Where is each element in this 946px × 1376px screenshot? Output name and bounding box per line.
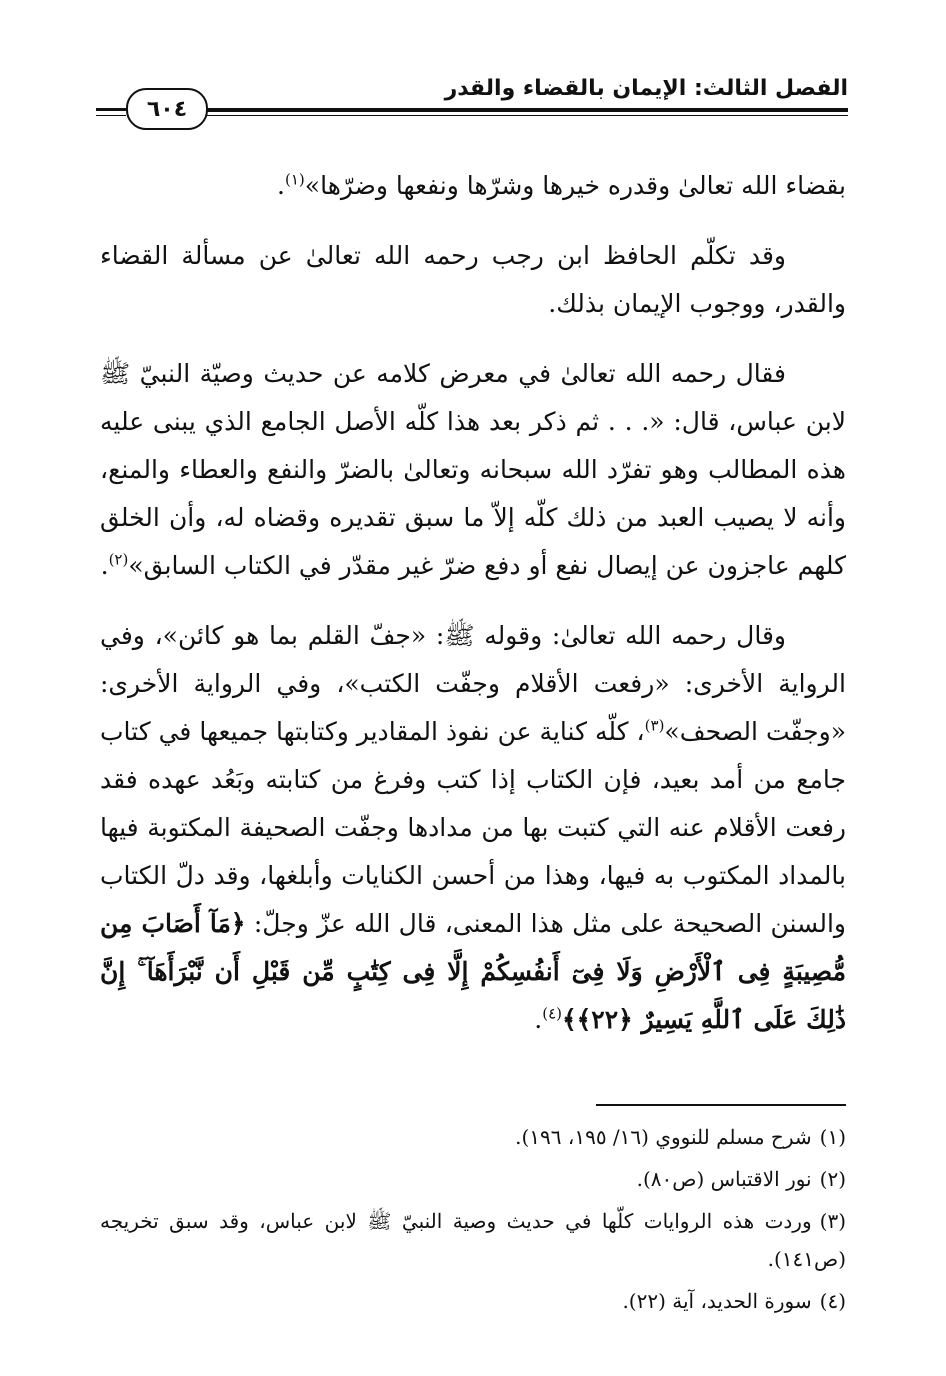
paragraph-4-end: . xyxy=(534,1005,543,1034)
paragraph-3-end: . xyxy=(100,551,109,580)
paragraph-4-text-a: وقال رحمه الله تعالىٰ: وقوله ﷺ: «جفّ القلم بما هو كائن»، وفي الرواية الأخرى: «رفعت الأقلام وجفّت الكتب»، وفي الرواية الأخرى: «وجفّت الصحف» xyxy=(100,621,846,746)
footnote-number: (٣) xyxy=(819,1209,846,1233)
footnote-ref-3[interactable]: (٣) xyxy=(644,716,665,735)
page-number-badge xyxy=(126,88,208,130)
footnote-text: وردت هذه الروايات كلّها في حديث وصية النبيّ ﷺ لابن عباس، وقد سبق تخريجه (ص١٤١). xyxy=(100,1209,846,1271)
header-rule-thin xyxy=(188,115,848,116)
page-header xyxy=(96,74,848,128)
paragraph-1-end: . xyxy=(277,171,285,200)
footnote-separator xyxy=(596,1104,846,1106)
footnote-item xyxy=(100,1282,846,1320)
paragraph-1 xyxy=(100,162,846,210)
footnote-item xyxy=(100,1202,846,1278)
footnote-number: (٢) xyxy=(819,1167,846,1191)
footnote-ref-4[interactable]: (٤) xyxy=(542,1004,562,1023)
paragraph-1-text: بقضاء الله تعالىٰ وقدره خيرها وشرّها ونفعها وضرّها» xyxy=(304,171,846,200)
chapter-title: الفصل الثالث: الإيمان بالقضاء والقدر xyxy=(444,76,848,101)
page-number: ٦٠٤ xyxy=(146,96,188,122)
header-rule-tail xyxy=(96,108,126,111)
footnote-ref-2[interactable]: (٢) xyxy=(108,550,129,569)
header-rule-tail-thin xyxy=(96,115,126,116)
footnote-ref-1[interactable]: (١) xyxy=(285,170,305,189)
footnote-text: نور الاقتباس (ص٨٠). xyxy=(636,1167,812,1191)
paragraph-3 xyxy=(100,350,846,590)
footnotes xyxy=(100,1118,846,1324)
footnote-number: (٤) xyxy=(819,1289,846,1313)
header-rule-thick xyxy=(188,108,848,112)
main-text xyxy=(100,162,846,1066)
paragraph-2: وقد تكلّم الحافظ ابن رجب رحمه الله تعالىٰ عن مسألة القضاء والقدر، ووجوب الإيمان بذلك. xyxy=(100,241,846,318)
footnote-item xyxy=(100,1160,846,1198)
quran-verse: ﴿مَآ أَصَابَ مِن مُّصِيبَةٍ فِى ٱلْأَرْضِ وَلَا فِىٓ أَنفُسِكُمْ إِلَّا فِى كِتَٰبٍ مِّن قَبْلِ أَن نَّبْرَأَهَآ ۚ إِنَّ ذَٰلِكَ عَلَى ٱللَّهِ يَسِيرٌ ﴿٢٢﴾﴾ xyxy=(100,909,846,1034)
paragraph-3-text: فقال رحمه الله تعالىٰ في معرض كلامه عن حديث وصيّة النبيّ ﷺ لابن عباس، قال: «. . . ثم ذكر بعد هذا كلّه الأصل الجامع الذي يبنى عليه هذه المطالب وهو تفرّد الله سبحانه وتعالىٰ بالضرّ والنفع والعطاء والمنع، وأنه لا يصيب العبد من ذلك كلّه إلاّ ما سبق تقديره وقضاه له، وأن الخلق كلهم عاجزون عن إيصال نفع أو دفع ضرّ غير مقدّر في الكتاب السابق» xyxy=(100,359,846,580)
footnote-text: شرح مسلم للنووي (١٦/ ١٩٥، ١٩٦). xyxy=(515,1125,812,1149)
footnote-number: (١) xyxy=(819,1125,846,1149)
paragraph-4 xyxy=(100,612,846,1044)
footnote-item xyxy=(100,1118,846,1156)
paragraph-4-text-b: ، كلّه كناية عن نفوذ المقادير وكتابتها جميعها في كتاب جامع من أمد بعيد، فإن الكتاب إذا كتب وفرغ من كتابته وبَعُد عهده فقد رفعت الأقلام عنه التي كتبت بها من مدادها وجفّت الصحيفة المكتوبة فيها بالمداد المكتوب به فيها، وهذا من أحسن الكنايات وأبلغها، وقد دلّ الكتاب والسنن الصحيحة على مثل هذا المعنى، قال الله عزّ وجلّ: xyxy=(100,717,846,938)
footnote-text: سورة الحديد، آية (٢٢). xyxy=(622,1289,812,1313)
